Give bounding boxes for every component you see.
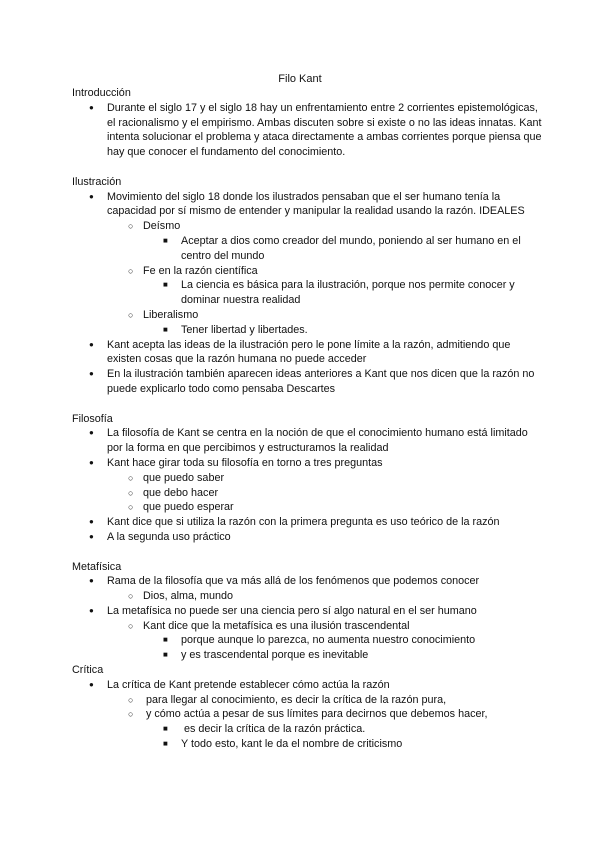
document-body [72,86,542,752]
list-item: ● La filosofía de Kant se centra en la noción de que el conocimiento humano está limitado por la forma en que percibimos y estructuramos la realidad [72,426,542,456]
list-ideales [107,219,542,337]
document-title: Filo Kant [278,73,322,85]
list-item: ● La crítica de Kant pretende establecer cómo actúa la razón ○ para llegar al conocimiento, es decir la crítica de la razón pura, ○ y cómo actúa a pesar de sus límites para decirnos que debemos hacer, ■ es decir la crítica de la razón práctica. ■ Y todo esto, kant le da el nombre de criticismo [72,678,542,752]
list-item: ● En la ilustración también aparecen ideas anteriores a Kant que nos dicen que la razón no puede explicarlo todo como pensaba Descartes [72,367,542,397]
heading-critica: Crítica [72,664,104,677]
list-item-fe-razon: ○ Fe en la razón científica ■ La ciencia es básica para la ilustración, porque nos permite conocer y dominar nuestra realidad [72,264,542,308]
list-item: ■ es decir la crítica de la razón práctica. [72,722,542,737]
list-preguntas [107,471,542,515]
list-item: ○ que debo hacer [72,486,542,501]
list-item: ● Movimiento del siglo 18 donde los ilustrados pensaban que el ser humano tenía la capacidad por sí mismo de entender y manipular la realidad usando la razón. IDEALES ○ Deísmo ■ Aceptar a dios como creador del mundo, poniendo al ser humano en el centro del mundo ○ Fe en la razón científica ■ La ciencia es básica para la ilustración, porque nos permite conocer y dominar nuestra realidad ○ Liberalismo ■ Tener libertad y libertades. [72,190,542,338]
list-item: ● A la segunda uso práctico [72,530,542,545]
list-item: ○ y cómo actúa a pesar de sus límites para decirnos que debemos hacer, ■ es decir la crítica de la razón práctica. ■ Y todo esto, kant le da el nombre de criticismo [72,707,542,751]
list-item: ○ Dios, alma, mundo [72,589,542,604]
list-item: ● Kant hace girar toda su filosofía en torno a tres preguntas ○ que puedo saber ○ que debo hacer ○ que puedo esperar [72,456,542,515]
list-item: ● Kant dice que si utiliza la razón con la primera pregunta es uso teórico de la razón [72,515,542,530]
heading-metafisica: Metafísica [72,560,122,573]
heading-ilustracion: Ilustración [72,175,122,188]
list-item: ○ para llegar al conocimiento, es decir la crítica de la razón pura, [72,693,542,708]
heading-filosofia: Filosofía [72,412,113,425]
list-item: ● La metafísica no puede ser una ciencia pero sí algo natural en el ser humano ○ Kant dice que la metafísica es una ilusión trascendental ■ porque aunque lo parezca, no aumenta nuestro conocimiento ■ y es trascendental porque es inevitable [72,604,542,663]
list-item: ■ porque aunque lo parezca, no aumenta nuestro conocimiento [72,633,542,648]
list-item: ● Rama de la filosofía que va más allá de los fenómenos que podemos conocer ○ Dios, alma, mundo [72,574,542,604]
list-item: ■ Aceptar a dios como creador del mundo, poniendo al ser humano en el centro del mundo [72,234,542,264]
heading-introduccion: Introducción [72,87,131,99]
list-item: ■ Tener libertad y libertades. [72,323,542,338]
list-item: ○ Kant dice que la metafísica es una ilusión trascendental ■ porque aunque lo parezca, no aumenta nuestro conocimiento ■ y es trascendental porque es inevitable [72,619,542,663]
list-item-deismo: ○ Deísmo ■ Aceptar a dios como creador del mundo, poniendo al ser humano en el centro del mundo [72,219,542,263]
list-ilustracion [72,190,542,397]
list-introduccion [72,101,542,160]
list-filosofia [72,426,542,544]
list-item-liberalismo: ○ Liberalismo ■ Tener libertad y libertades. [72,308,542,338]
list-item: ● Kant acepta las ideas de la ilustración pero le pone límite a la razón, admitiendo que existen cosas que la razón humana no puede acceder [72,338,542,368]
list-item: ○ que puedo esperar [72,500,542,515]
list-item: ○ que puedo saber [72,471,542,486]
list-item: ● Durante el siglo 17 y el siglo 18 hay un enfrentamiento entre 2 corrientes epistemológicas, el racionalismo y el empirismo. Ambas discuten sobre si existe o no las ideas innatas. Kant intenta solucionar el problema y ataca directamente a ambas corrientes porque piensa que hay que conocer el fundamento del conocimiento. [72,101,542,160]
list-item: ■ Y todo esto, kant le da el nombre de criticismo [72,737,542,752]
list-metafisica [72,574,542,663]
list-critica [72,678,542,752]
list-item: ■ y es trascendental porque es inevitable [72,648,542,663]
list-item: ■ La ciencia es básica para la ilustración, porque nos permite conocer y dominar nuestra realidad [72,278,542,308]
